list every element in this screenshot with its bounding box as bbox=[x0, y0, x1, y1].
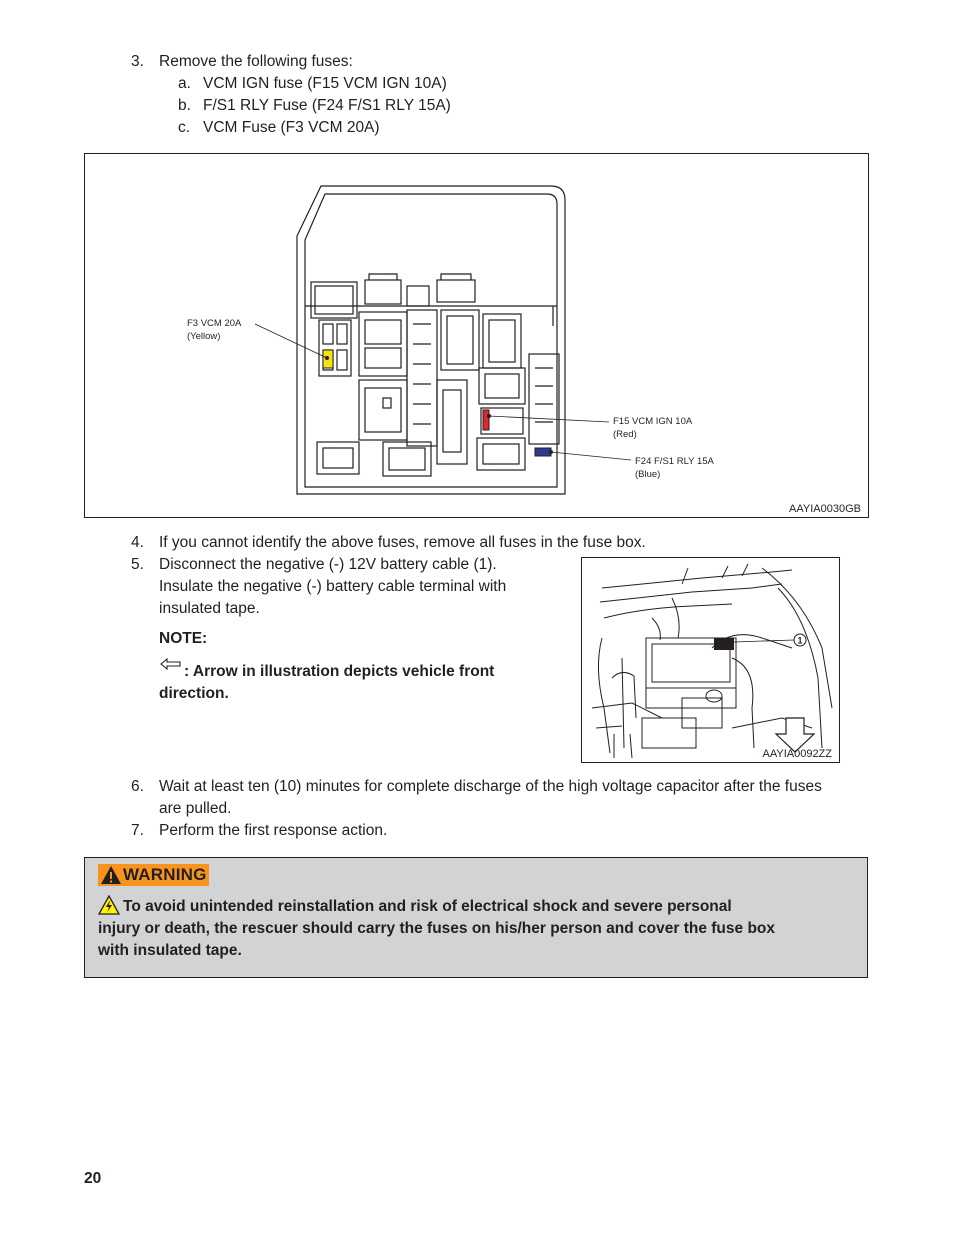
fuse-box-figure bbox=[84, 153, 869, 518]
step-7-number: 7. bbox=[131, 822, 144, 839]
f15-vcm-ign-10a-fuse bbox=[483, 410, 489, 430]
figure-2-id: AAYIA0092ZZ bbox=[762, 748, 832, 760]
step-3-number: 3. bbox=[131, 53, 144, 70]
figure-1-id: AAYIA0030GB bbox=[789, 503, 861, 515]
warning-box bbox=[84, 857, 868, 978]
f15-callout-line2: (Red) bbox=[613, 429, 637, 440]
front-direction-arrow-icon bbox=[776, 718, 814, 752]
step-3-text: Remove the following fuses: bbox=[159, 53, 353, 70]
step-4-number: 4. bbox=[131, 534, 144, 551]
step-3b-letter: b. bbox=[178, 97, 191, 114]
warning-triangle-icon bbox=[100, 865, 122, 885]
step-5-line-1: Disconnect the negative (-) 12V battery cable (1). bbox=[159, 556, 497, 573]
f24-callout-line1: F24 F/S1 RLY 15A bbox=[635, 456, 714, 467]
step-5-line-2: Insulate the negative (-) battery cable terminal with bbox=[159, 578, 507, 595]
warning-text bbox=[98, 895, 858, 962]
step-3a-letter: a. bbox=[178, 75, 191, 92]
step-6-line-2: are pulled. bbox=[159, 800, 232, 817]
step-6-number: 6. bbox=[131, 778, 144, 795]
engine-bay-illustration bbox=[582, 558, 839, 762]
f24-fs1-rly-15a-fuse bbox=[535, 448, 551, 456]
warning-line-2: injury or death, the rescuer should carry the fuses on his/her person and cover the fuse box bbox=[98, 920, 776, 937]
f15-callout-line1: F15 VCM IGN 10A bbox=[613, 416, 693, 427]
step-5-line-3: insulated tape. bbox=[159, 600, 260, 617]
page-number: 20 bbox=[84, 1170, 102, 1187]
warning-label: WARNING bbox=[123, 865, 207, 884]
f24-callout-line2: (Blue) bbox=[635, 469, 661, 480]
step-5-number: 5. bbox=[131, 556, 144, 573]
note-label: NOTE: bbox=[159, 630, 208, 647]
step-3b-text: F/S1 RLY Fuse (F24 F/S1 RLY 15A) bbox=[203, 97, 451, 114]
step-3c-text: VCM Fuse (F3 VCM 20A) bbox=[203, 119, 380, 136]
note-line-2: direction. bbox=[159, 685, 229, 702]
callout-1-label: 1 bbox=[797, 635, 803, 646]
warning-line-1: To avoid unintended reinstallation and risk of electrical shock and severe personal bbox=[123, 898, 732, 915]
arrow-left-outline-icon bbox=[160, 658, 182, 670]
f3-callout-line2: (Yellow) bbox=[187, 331, 221, 342]
battery-figure bbox=[581, 557, 840, 763]
warning-badge bbox=[98, 864, 209, 886]
step-4-text: If you cannot identify the above fuses, remove all fuses in the fuse box. bbox=[159, 534, 646, 551]
note-line-1: : Arrow in illustration depicts vehicle front bbox=[184, 663, 495, 680]
step-6-line-1: Wait at least ten (10) minutes for complete discharge of the high voltage capacitor after the fuses bbox=[159, 778, 822, 795]
f3-callout-line1: F3 VCM 20A bbox=[187, 318, 242, 329]
step-3c-letter: c. bbox=[178, 119, 191, 136]
warning-line-3: with insulated tape. bbox=[98, 942, 242, 959]
electrical-hazard-icon bbox=[98, 895, 120, 915]
step-7-text: Perform the first response action. bbox=[159, 822, 388, 839]
step-3a-text: VCM IGN fuse (F15 VCM IGN 10A) bbox=[203, 75, 447, 92]
fuse-box-diagram bbox=[85, 154, 868, 517]
